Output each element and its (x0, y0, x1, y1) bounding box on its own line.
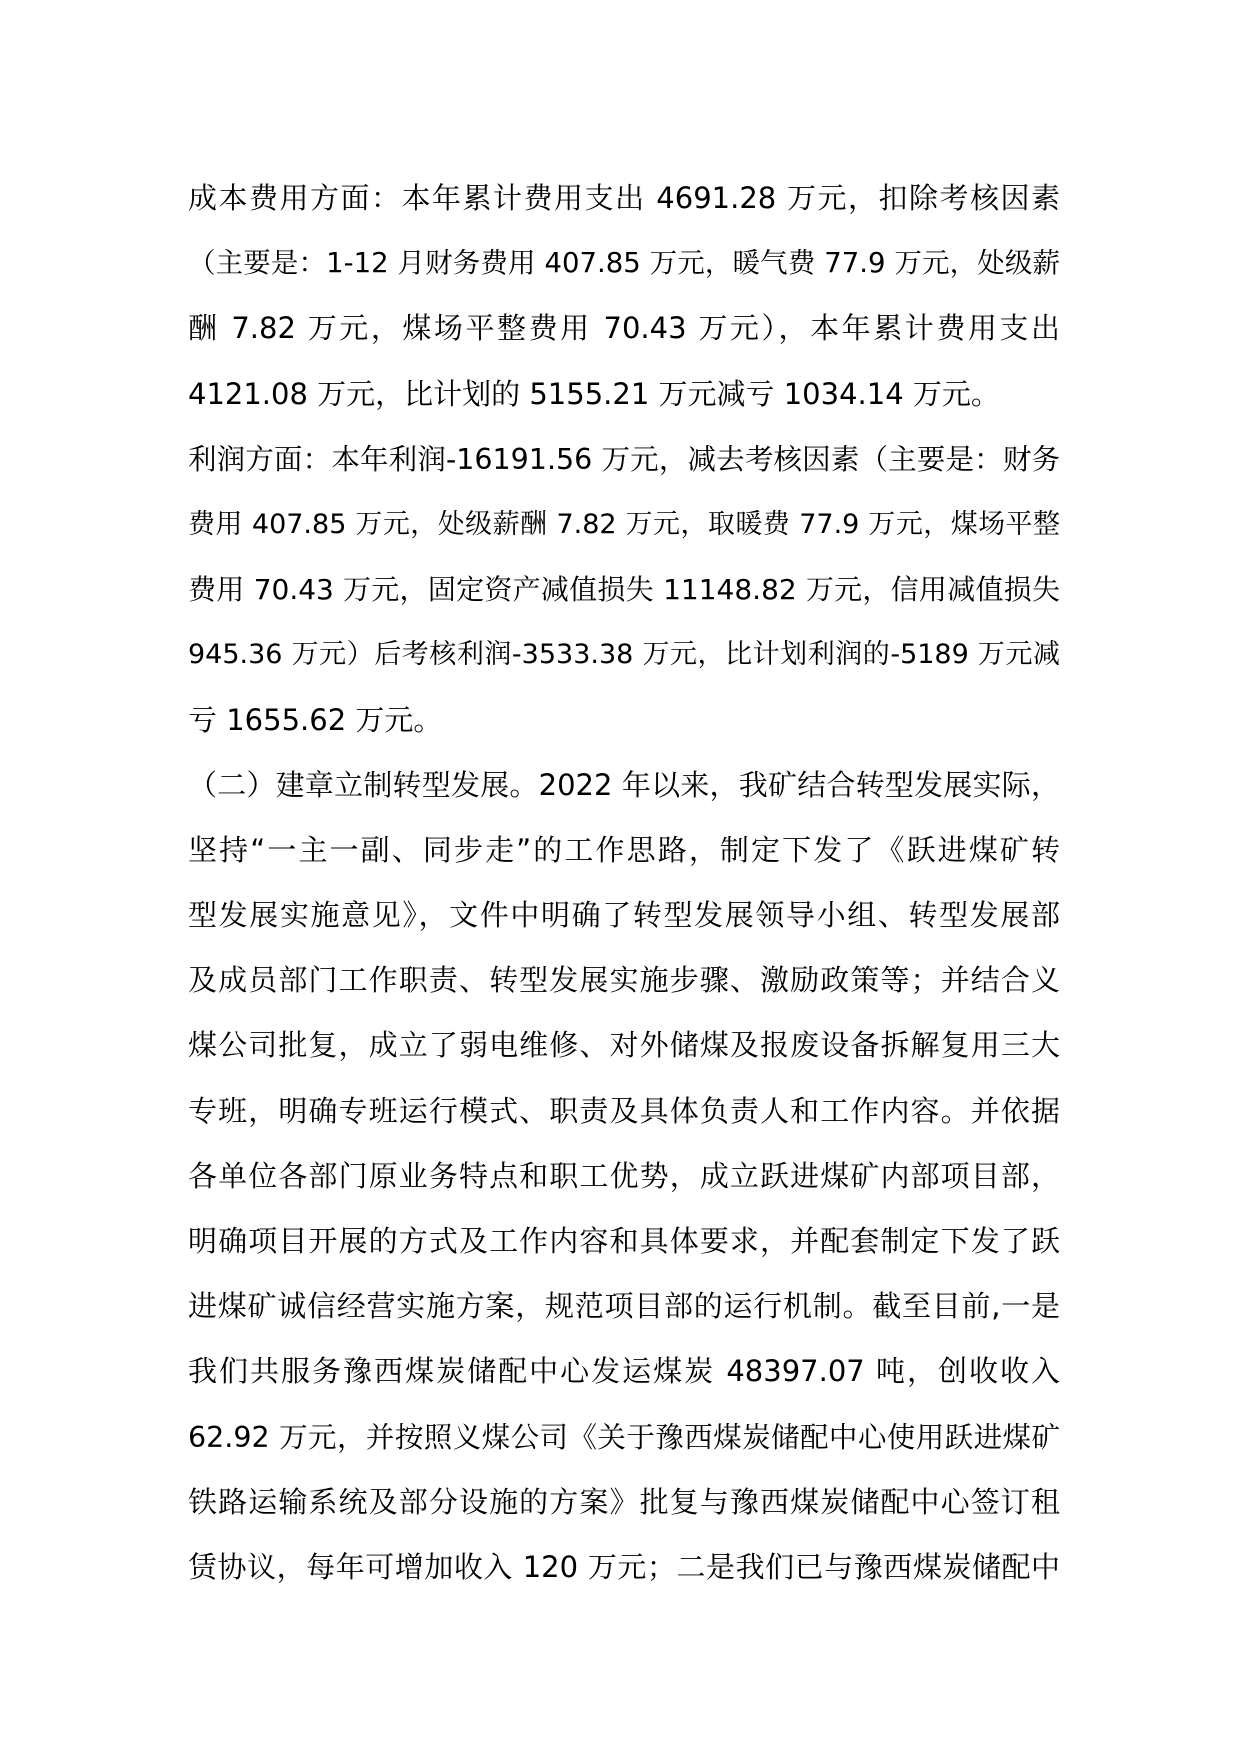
text-line-1: 成本费用方面：本年累计费用支出 4691.28 万元，扣除考核因素 (188, 181, 1060, 215)
text-line-10: （二）建章立制转型发展。2022 年以来，我矿结合转型发展实际， (188, 767, 1060, 802)
text-line-7: 费用 70.43 万元，固定资产减值损失 11148.82 万元，信用减值损失 (188, 573, 1060, 607)
text-line-22: 赁协议，每年可增加收入 120 万元；二是我们已与豫西煤炭储配中 (188, 1549, 1060, 1584)
text-line-16: 各单位各部门原业务特点和职工优势，成立跃进煤矿内部项目部， (188, 1158, 1060, 1193)
text-line-3: 酬 7.82 万元，煤场平整费用 70.43 万元），本年累计费用支出 (188, 311, 1060, 346)
text-line-9: 亏 1655.62 万元。 (188, 702, 443, 737)
text-line-21: 铁路运输系统及部分设施的方案》批复与豫西煤炭储配中心签订租 (188, 1484, 1060, 1519)
text-line-6: 费用 407.85 万元，处级薪酬 7.82 万元，取暖费 77.9 万元，煤场平整 (188, 508, 1060, 540)
text-line-20: 62.92 万元，并按照义煤公司《关于豫西煤炭储配中心使用跃进煤矿 (188, 1420, 1060, 1454)
text-line-11: 坚持“一主一副、同步走”的工作思路，制定下发了《跃进煤矿转 (188, 832, 1060, 867)
text-line-19: 我们共服务豫西煤炭储配中心发运煤炭 48397.07 吨，创收收入 (188, 1354, 1060, 1389)
text-line-17: 明确项目开展的方式及工作内容和具体要求，并配套制定下发了跃 (188, 1224, 1060, 1258)
text-line-18: 进煤矿诚信经营实施方案，规范项目部的运行机制。截至目前,一是 (188, 1289, 1060, 1324)
text-line-13: 及成员部门工作职责、转型发展实施步骤、激励政策等；并结合义 (188, 963, 1060, 998)
text-line-2: （主要是：1-12 月财务费用 407.85 万元，暖气费 77.9 万元，处级薪 (188, 247, 1060, 280)
text-line-15: 专班，明确专班运行模式、职责及具体负责人和工作内容。并依据 (188, 1093, 1060, 1128)
text-line-14: 煤公司批复，成立了弱电维修、对外储煤及报废设备拆解复用三大 (188, 1028, 1060, 1063)
text-line-4: 4121.08 万元，比计划的 5155.21 万元减亏 1034.14 万元。 (188, 376, 1000, 411)
text-line-5: 利润方面：本年利润-16191.56 万元，减去考核因素（主要是：财务 (188, 442, 1060, 476)
text-line-12: 型发展实施意见》，文件中明确了转型发展领导小组、转型发展部 (188, 898, 1060, 933)
document-body (188, 166, 1060, 1600)
text-line-8: 945.36 万元）后考核利润-3533.38 万元，比计划利润的-5189 万元减 (188, 639, 1060, 671)
